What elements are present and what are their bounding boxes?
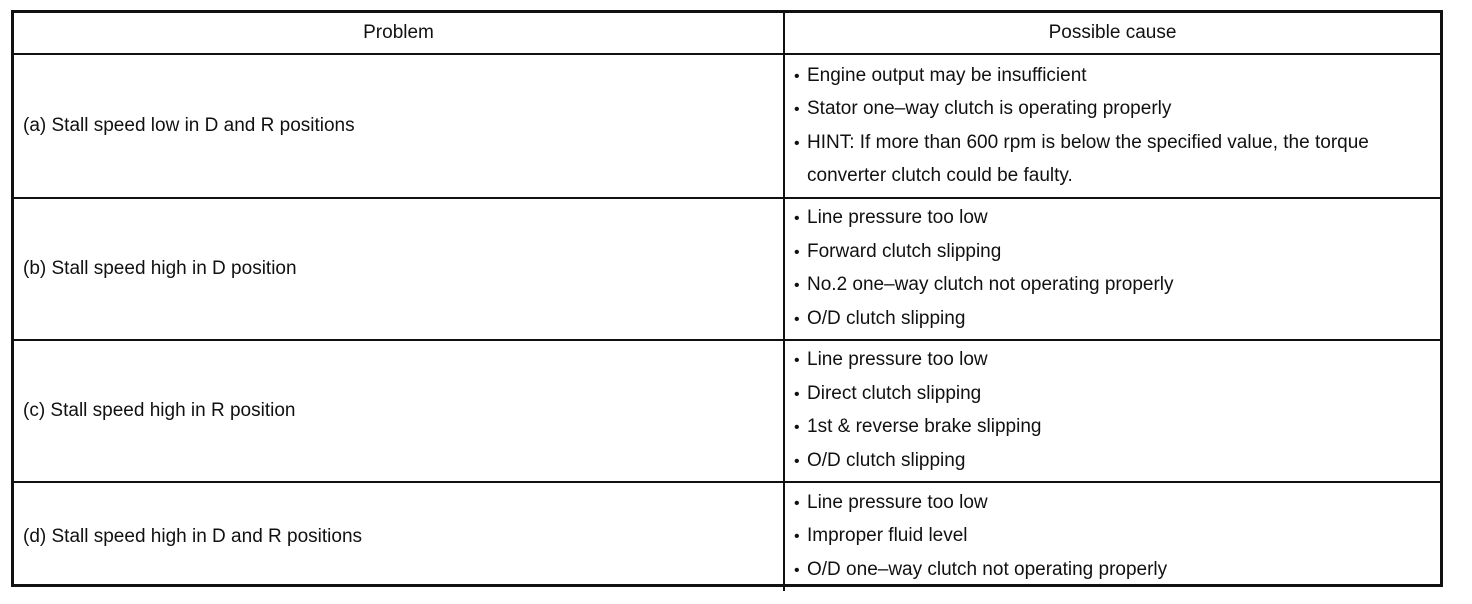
bullet-icon: • bbox=[794, 452, 800, 470]
cause-text: Line pressure too low bbox=[807, 491, 988, 513]
causes-cell bbox=[784, 482, 1440, 591]
bullet-icon: • bbox=[794, 243, 800, 261]
cause-text: Stator one–way clutch is operating properly bbox=[807, 98, 1172, 119]
causes-cell bbox=[784, 340, 1440, 482]
stall-test-table bbox=[14, 13, 1440, 591]
problem-cell: (c) Stall speed high in R position bbox=[14, 340, 784, 482]
cause-text: Direct clutch slipping bbox=[807, 382, 982, 404]
cause-text: O/D one–way clutch not operating properly bbox=[807, 558, 1168, 580]
bullet-icon: • bbox=[794, 134, 800, 152]
cause-text: Line pressure too low bbox=[807, 207, 988, 228]
bullet-icon: • bbox=[794, 101, 800, 118]
bullet-icon: • bbox=[794, 310, 800, 328]
causes-cell bbox=[784, 54, 1440, 198]
cause-text: Engine output may be insufficient bbox=[807, 64, 1087, 86]
stall-test-table-frame bbox=[11, 10, 1443, 587]
problem-cell: (b) Stall speed high in D position bbox=[14, 198, 784, 340]
cause-item bbox=[794, 202, 1430, 236]
cause-text: O/D clutch slipping bbox=[807, 449, 966, 471]
cause-item bbox=[794, 93, 1430, 127]
cause-item bbox=[794, 303, 1430, 337]
cause-item bbox=[794, 344, 1430, 378]
cause-item bbox=[794, 60, 1430, 94]
cause-text: Line pressure too low bbox=[807, 349, 988, 370]
cause-item bbox=[794, 236, 1430, 270]
table-row bbox=[14, 482, 1440, 591]
bullet-icon: • bbox=[794, 277, 800, 294]
bullet-icon: • bbox=[794, 210, 800, 227]
cause-item bbox=[794, 127, 1430, 193]
cause-item bbox=[794, 411, 1430, 445]
table-header-row bbox=[14, 13, 1440, 54]
cause-item bbox=[794, 378, 1430, 412]
header-problem: Problem bbox=[14, 13, 784, 54]
cause-item bbox=[794, 445, 1430, 479]
table-row bbox=[14, 198, 1440, 340]
cause-text: O/D clutch slipping bbox=[807, 307, 966, 329]
bullet-icon: • bbox=[794, 561, 800, 579]
cause-item bbox=[794, 554, 1430, 588]
bullet-icon: • bbox=[794, 528, 800, 546]
bullet-icon: • bbox=[794, 494, 800, 512]
header-possible-cause: Possible cause bbox=[784, 13, 1440, 54]
problem-cell: (d) Stall speed high in D and R positions bbox=[14, 482, 784, 591]
table-row bbox=[14, 340, 1440, 482]
cause-text: Forward clutch slipping bbox=[807, 240, 1002, 262]
bullet-icon: • bbox=[794, 67, 800, 85]
cause-text: HINT: If more than 600 rpm is below the specified value, the torque converter clutch could be faulty. bbox=[807, 131, 1369, 186]
bullet-icon: • bbox=[794, 385, 800, 403]
bullet-icon: • bbox=[794, 352, 800, 369]
cause-text: 1st & reverse brake slipping bbox=[807, 416, 1042, 437]
causes-cell bbox=[784, 198, 1440, 340]
table-row bbox=[14, 54, 1440, 198]
cause-text: Improper fluid level bbox=[807, 525, 968, 547]
cause-item bbox=[794, 487, 1430, 521]
cause-item bbox=[794, 269, 1430, 303]
bullet-icon: • bbox=[794, 419, 800, 436]
problem-cell: (a) Stall speed low in D and R positions bbox=[14, 54, 784, 198]
cause-text: No.2 one–way clutch not operating properly bbox=[807, 274, 1174, 295]
cause-item bbox=[794, 520, 1430, 554]
